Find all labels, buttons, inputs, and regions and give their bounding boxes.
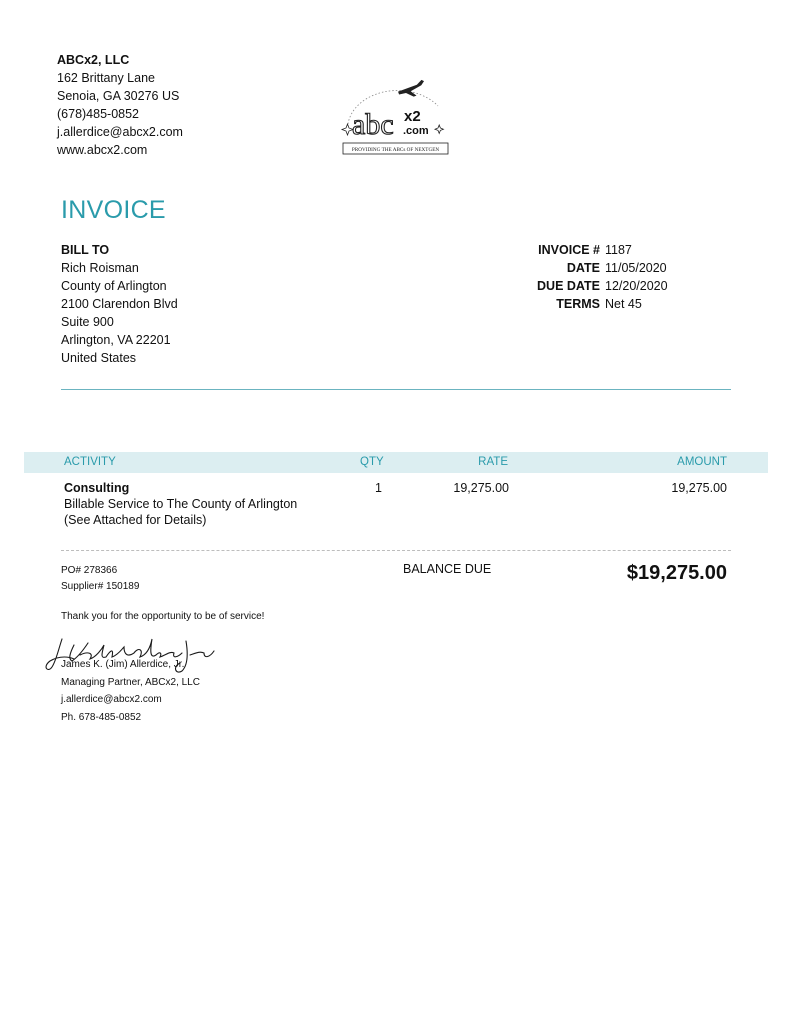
logo-tagline: PROVIDING THE ABCs OF NEXTGEN bbox=[351, 147, 440, 153]
airplane-icon bbox=[397, 79, 428, 101]
company-city: Senoia, GA 30276 US bbox=[57, 89, 180, 103]
invoice-meta bbox=[470, 241, 695, 313]
meta-value: 11/05/2020 bbox=[605, 261, 667, 275]
dashed-divider bbox=[61, 550, 731, 551]
company-street: 162 Brittany Lane bbox=[57, 71, 155, 85]
meta-value: 1187 bbox=[605, 243, 632, 257]
signer-title: Managing Partner, ABCx2, LLC bbox=[61, 676, 200, 688]
item-description: Billable Service to The County of Arlington bbox=[64, 497, 298, 511]
column-header-amount: AMOUNT bbox=[677, 456, 727, 468]
item-amount: 19,275.00 bbox=[671, 481, 727, 495]
company-name: ABCx2, LLC bbox=[57, 53, 130, 67]
company-logo bbox=[338, 76, 453, 160]
company-email: j.allerdice@abcx2.com bbox=[57, 125, 183, 139]
meta-row-terms bbox=[470, 295, 695, 313]
bill-to-label: BILL TO bbox=[61, 243, 110, 257]
divider bbox=[61, 389, 731, 390]
item-qty: 1 bbox=[375, 481, 382, 495]
company-phone: (678)485-0852 bbox=[57, 107, 140, 121]
bill-to-line: Suite 900 bbox=[61, 315, 114, 329]
item-description: (See Attached for Details) bbox=[64, 513, 207, 527]
balance-due-label: BALANCE DUE bbox=[403, 562, 492, 576]
logo-text-main: abc bbox=[352, 108, 394, 141]
balance-due-value: $19,275.00 bbox=[626, 562, 727, 584]
logo-text-domain: .com bbox=[403, 125, 429, 137]
bill-to-block bbox=[61, 241, 178, 367]
signer-contact bbox=[61, 656, 200, 726]
logo-text-sup: x2 bbox=[404, 108, 421, 125]
table-header bbox=[24, 452, 768, 473]
invoice-title: INVOICE bbox=[61, 196, 166, 224]
po-number: PO# 278366 bbox=[61, 565, 118, 576]
signer-email: j.allerdice@abcx2.com bbox=[61, 694, 162, 705]
column-header-rate: RATE bbox=[478, 456, 508, 468]
signer-phone: Ph. 678-485-0852 bbox=[61, 711, 142, 723]
meta-value: 12/20/2020 bbox=[605, 279, 668, 293]
item-activity: Consulting bbox=[64, 481, 130, 495]
meta-label: TERMS bbox=[556, 297, 600, 311]
meta-value: Net 45 bbox=[605, 297, 642, 311]
reference-numbers bbox=[61, 563, 139, 595]
meta-label: INVOICE # bbox=[538, 243, 600, 257]
item-rate: 19,275.00 bbox=[453, 481, 509, 495]
meta-row-invoice-number bbox=[470, 241, 695, 259]
column-header-activity: ACTIVITY bbox=[64, 456, 116, 468]
bill-to-line: County of Arlington bbox=[61, 279, 167, 293]
company-website: www.abcx2.com bbox=[57, 143, 148, 157]
column-header-qty: QTY bbox=[360, 456, 384, 468]
bill-to-line: 2100 Clarendon Blvd bbox=[61, 297, 178, 311]
company-info bbox=[57, 51, 183, 159]
signer-name: James K. (Jim) Allerdice, Jr. bbox=[61, 659, 185, 670]
table-row bbox=[64, 480, 297, 528]
meta-row-date bbox=[470, 259, 695, 277]
bill-to-line: United States bbox=[61, 351, 137, 365]
bill-to-line: Rich Roisman bbox=[61, 261, 139, 275]
meta-label: DUE DATE bbox=[537, 279, 600, 293]
meta-row-due-date bbox=[470, 277, 695, 295]
meta-label: DATE bbox=[566, 261, 600, 275]
thank-you-note: Thank you for the opportunity to be of service! bbox=[61, 611, 265, 622]
bill-to-line: Arlington, VA 22201 bbox=[61, 333, 171, 347]
supplier-number: Supplier# 150189 bbox=[61, 581, 140, 592]
